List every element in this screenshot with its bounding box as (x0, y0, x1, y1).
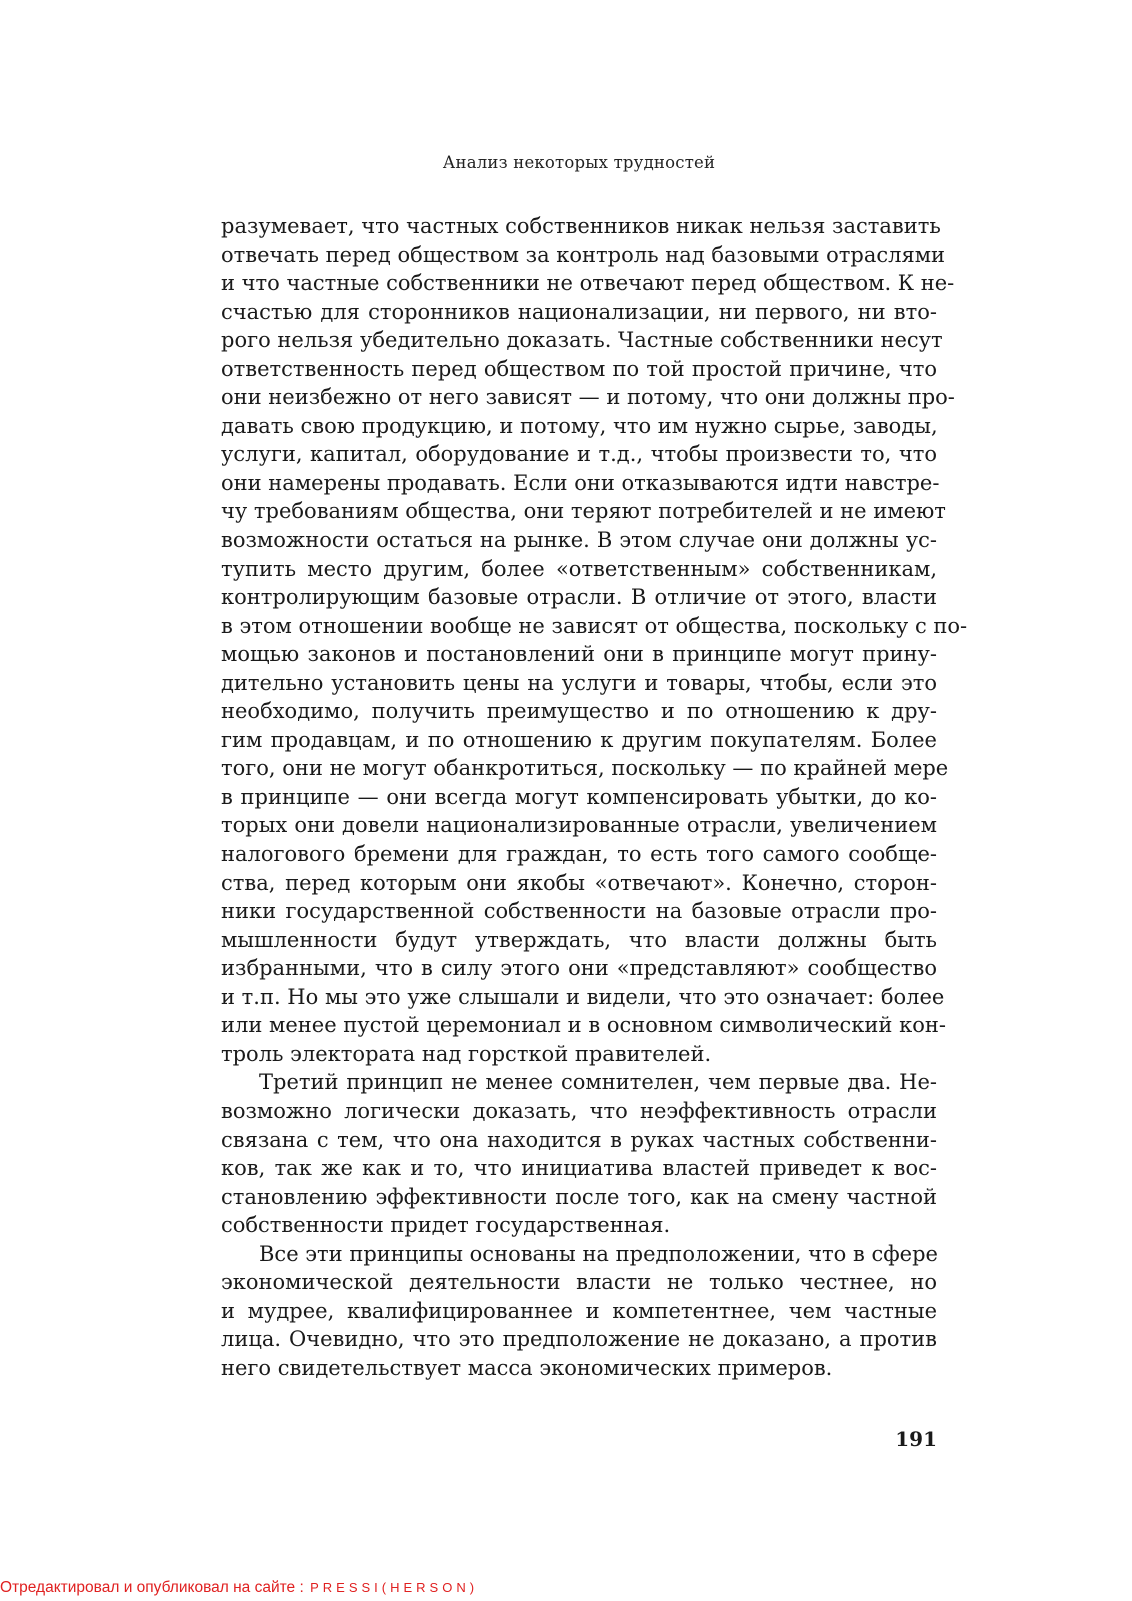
text-line: чу требованиям общества, они теряют потребителей и не имеют (221, 499, 946, 524)
text-line: разумевает, что частных собственников никак нельзя заставить (221, 214, 941, 238)
text-line: необходимо, получить преимущество и по отношению к дру- (221, 699, 937, 724)
text-line: рого нельзя убедительно доказать. Частные собственники несут (221, 328, 943, 353)
text-line: Третий принцип не менее сомнителен, чем первые два. Не- (259, 1070, 937, 1095)
watermark-separator: : (295, 1579, 309, 1596)
watermark-site-name: PRESSI(HERSON) (310, 1580, 479, 1595)
text-line: счастью для сторонников национализации, ни первого, ни вто- (221, 299, 937, 324)
text-line: ники государственной собственности на базовые отрасли про- (221, 899, 937, 924)
text-line: собственности придет государственная. (221, 1213, 671, 1238)
text-line: ответственность перед обществом по той простой причине, что (221, 356, 937, 381)
page-number: 191 (895, 1427, 937, 1451)
text-line: они неизбежно от него зависят — и потому, что они должны про- (221, 385, 955, 410)
text-line: гим продавцам, и по отношению к другим покупателям. Более (221, 727, 937, 752)
text-line: торых они довели национализированные отрасли, увеличением (221, 813, 937, 838)
text-line: в принципе — они всегда могут компенсировать убытки, до ко- (221, 784, 937, 809)
text-line: они намерены продавать. Если они отказываются идти навстре- (221, 470, 940, 495)
text-line: в этом отношении вообще не зависят от общества, поскольку с по- (221, 613, 968, 638)
text-line: связана с тем, что она находится в руках частных собственни- (221, 1127, 937, 1152)
publisher-watermark (0, 1578, 1132, 1598)
text-line: того, они не могут обанкротиться, поскольку — по крайней мере (221, 756, 949, 781)
text-line: него свидетельствует масса экономических примеров. (221, 1355, 833, 1380)
text-line: лица. Очевидно, что это предположение не доказано, а против (221, 1327, 937, 1352)
text-line: услуги, капитал, оборудование и т.д., чтобы произвести то, что (221, 442, 937, 467)
text-line: мощью законов и постановлений они в принципе могут прину- (221, 642, 937, 667)
text-line: возможности остаться на рынке. В этом случае они должны ус- (221, 528, 937, 553)
text-line: становлению эффективности после того, как на смену частной (221, 1184, 937, 1209)
text-line: отвечать перед обществом за контроль над базовыми отраслями (221, 242, 946, 267)
watermark-label: Отредактировал и опубликовал на сайте (0, 1579, 296, 1596)
text-line: тупить место другим, более «ответственным» собственникам, (221, 556, 937, 581)
text-line: и т.п. Но мы это уже слышали и видели, что это означает: более (221, 984, 945, 1009)
text-line: и мудрее, квалифицированнее и компетентнее, чем частные (221, 1298, 937, 1323)
text-line: или менее пустой церемониал и в основном символический кон- (221, 1013, 946, 1038)
text-line: контролирующим базовые отрасли. В отличие от этого, власти (221, 585, 937, 610)
text-line: избранными, что в силу этого они «представляют» сообщество (221, 956, 937, 981)
text-line: и что частные собственники не отвечают перед обществом. К не- (221, 271, 955, 296)
body-text (221, 212, 968, 1382)
text-line: экономической деятельности власти не только честнее, но (221, 1270, 937, 1295)
text-line: дительно установить цены на услуги и товары, чтобы, если это (221, 670, 937, 695)
text-line: давать свою продукцию, и потому, что им нужно сырье, заводы, (221, 413, 938, 438)
text-line: Все эти принципы основаны на предположении, что в сфере (259, 1241, 938, 1266)
text-line: троль электората над горсткой правителей. (221, 1041, 712, 1066)
text-line: мышленности будут утверждать, что власти должны быть (221, 927, 937, 952)
text-line: ков, так же как и то, что инициатива властей приведет к вос- (221, 1156, 937, 1181)
running-head: Анализ некоторых трудностей (442, 153, 716, 172)
text-line: налогового бремени для граждан, то есть того самого сообще- (221, 842, 937, 867)
text-line: ства, перед которым они якобы «отвечают». Конечно, сторон- (221, 870, 937, 895)
text-line: возможно логически доказать, что неэффективность отрасли (221, 1098, 937, 1123)
